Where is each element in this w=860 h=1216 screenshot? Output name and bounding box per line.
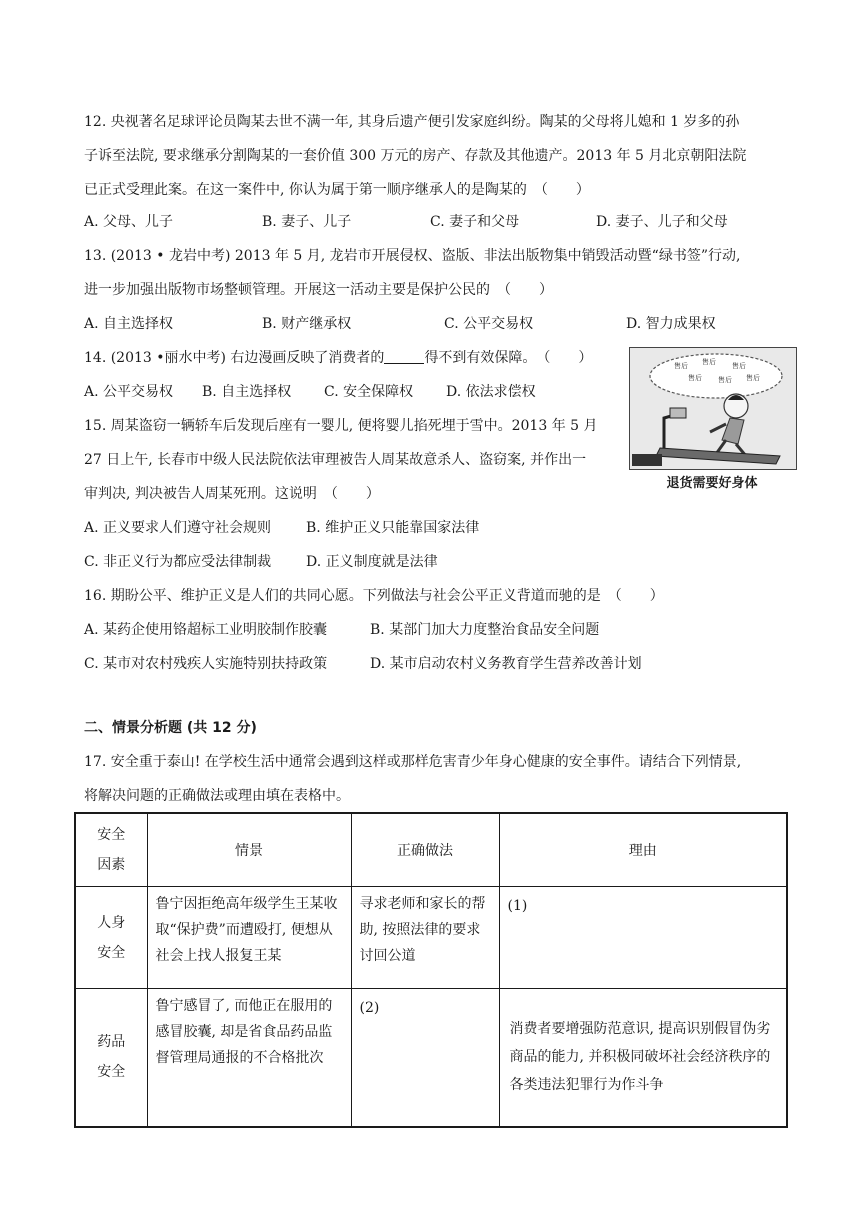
table-cell-scene: 鲁宁感冒了, 而他正在服用的感冒胶囊, 却是省食品药品监督管理局通报的不合格批次: [147, 989, 351, 1127]
answer-blank-2[interactable]: (2): [351, 989, 499, 1127]
q16-line1: 16. 期盼公平、维护正义是人们的共同心愿。下列做法与社会公平正义背道而驰的是 （ ）: [84, 588, 664, 604]
q12-option-c: C. 妻子和父母: [430, 214, 520, 230]
q13-option-c: C. 公平交易权: [444, 316, 534, 332]
table-row: [75, 989, 787, 1127]
svg-text:售后: 售后: [746, 374, 760, 382]
table-header-method: 正确做法: [351, 813, 499, 887]
q12-line2: 子诉至法院, 要求继承分割陶某的一套价值 300 万元的房产、存款及其他遗产。2013 年 5 月北京朝阳法院: [84, 148, 747, 164]
q12-option-a: A. 父母、儿子: [84, 214, 174, 230]
q17-line1: 17. 安全重于泰山! 在学校生活中通常会遇到这样或那样危害青少年身心健康的安全事件。请结合下列情景,: [84, 754, 742, 770]
svg-text:售后: 售后: [702, 358, 716, 366]
q15-option-a: A. 正义要求人们遵守社会规则: [84, 520, 272, 536]
svg-text:售后: 售后: [718, 376, 732, 384]
section-title: 二、情景分析题 (共 12 分): [84, 720, 257, 736]
q14-option-d: D. 依法求偿权: [446, 384, 536, 400]
q16-option-c: C. 某市对农村残疾人实施特别扶持政策: [84, 656, 328, 672]
q14-stem-suffix: 得不到有效保障。 （ ）: [424, 350, 593, 366]
cartoon-caption: 退货需要好身体: [666, 476, 758, 491]
q13-option-a: A. 自主选择权: [84, 316, 174, 332]
table-header-scene: 情景: [147, 813, 351, 887]
q14-answer-blank: [384, 349, 424, 364]
svg-text:售后: 售后: [688, 374, 702, 382]
table-cell-scene: 鲁宁因拒绝高年级学生王某收取“保护费”而遭殴打, 便想从社会上找人报复王某: [147, 887, 351, 989]
q13-line2: 进一步加强出版物市场整顿管理。开展这一活动主要是保护公民的 （ ）: [84, 282, 553, 298]
q14-option-b: B. 自主选择权: [202, 384, 292, 400]
q15-option-b: B. 维护正义只能靠国家法律: [306, 520, 480, 536]
q14-option-a: A. 公平交易权: [84, 384, 174, 400]
q12-line3: 已正式受理此案。在这一案件中, 你认为属于第一顺序继承人的是陶某的 （ ）: [84, 182, 590, 198]
q15-option-c: C. 非正义行为都应受法律制裁: [84, 554, 272, 570]
table-cell-factor: 药品安全: [75, 989, 147, 1127]
q14-option-c: C. 安全保障权: [324, 384, 414, 400]
table-cell-reason: 消费者要增强防范意识, 提高识别假冒伪劣商品的能力, 并积极同破坏社会经济秩序的各类违法犯罪行为作斗争: [499, 989, 787, 1127]
q15-line2: 27 日上午, 长春市中级人民法院依法审理被告人周某故意杀人、盗窃案, 并作出一: [84, 452, 587, 468]
table-header-row: [75, 813, 787, 887]
q12-line1: 12. 央视著名足球评论员陶某去世不满一年, 其身后遗产便引发家庭纠纷。陶某的父母将儿媳和 1 岁多的孙: [84, 114, 740, 130]
q14-stem: [84, 348, 592, 368]
q13-option-d: D. 智力成果权: [626, 316, 716, 332]
table-header-factor: 安全因素: [75, 813, 147, 887]
q13-line1: 13. (2013 • 龙岩中考) 2013 年 5 月, 龙岩市开展侵权、盗版、非法出版物集中销毁活动暨“绿书签”行动,: [84, 248, 741, 264]
treadmill-cartoon-image: [629, 347, 797, 470]
table-header-reason: 理由: [499, 813, 787, 887]
q13-option-b: B. 财产继承权: [262, 316, 352, 332]
q15-line3: 审判决, 判决被告人周某死刑。这说明 （ ）: [84, 486, 380, 502]
q16-option-b: B. 某部门加大力度整治食品安全问题: [370, 622, 600, 638]
q16-option-d: D. 某市启动农村义务教育学生营养改善计划: [370, 656, 642, 672]
table-row: [75, 887, 787, 989]
q17-line2: 将解决问题的正确做法或理由填在表格中。: [84, 788, 350, 804]
svg-text:售后: 售后: [732, 362, 746, 370]
q12-option-b: B. 妻子、儿子: [262, 214, 352, 230]
q14-stem-prefix: 14. (2013 •丽水中考) 右边漫画反映了消费者的: [84, 350, 385, 366]
q15-option-d: D. 正义制度就是法律: [306, 554, 438, 570]
svg-text:售后: 售后: [674, 362, 688, 370]
q12-option-d: D. 妻子、儿子和父母: [596, 214, 728, 230]
safety-table: [74, 812, 788, 1128]
table-cell-method: 寻求老师和家长的帮助, 按照法律的要求讨回公道: [351, 887, 499, 989]
table-cell-factor: 人身安全: [75, 887, 147, 989]
q15-line1: 15. 周某盗窃一辆轿车后发现后座有一婴儿, 便将婴儿掐死埋于雪中。2013 年 5 月: [84, 418, 598, 434]
answer-blank-1[interactable]: (1): [499, 887, 787, 989]
q16-option-a: A. 某药企使用铬超标工业明胶制作胶囊: [84, 622, 328, 638]
